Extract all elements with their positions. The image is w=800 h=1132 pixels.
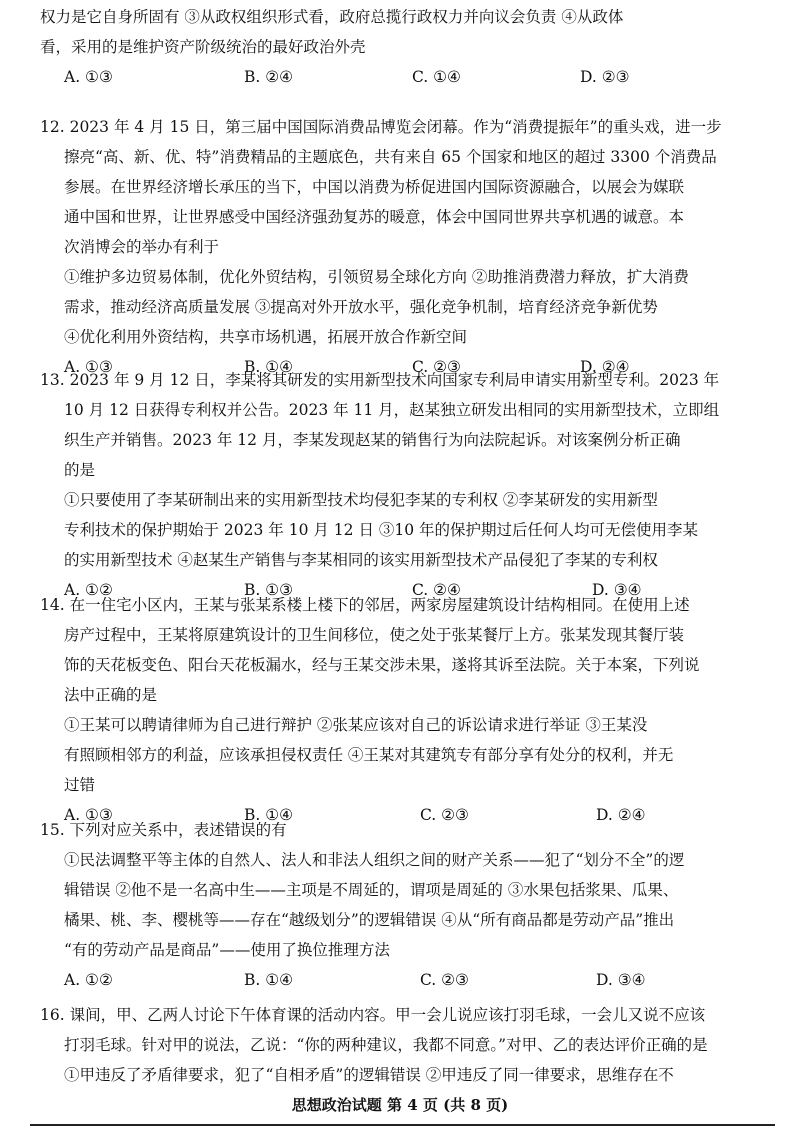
question-13 [40,365,775,605]
question-11 [40,2,775,92]
option-a: A. ①② [64,971,113,989]
page-footer: 思想政治试题 第 4 页 (共 8 页) [291,1096,509,1114]
option-c: C. ①④ [412,68,461,86]
question-stem-line: 14. 在一住宅小区内，王某与张某系楼上楼下的邻居，两家房屋建筑设计结构相同。在使用上述 [40,596,690,614]
option-d: D. ②③ [580,68,630,86]
option-c: C. ②③ [420,971,469,989]
question-stem-line: 参展。在世界经济增长承压的当下，中国以消费为桥促进国内国际资源融合，以展会为媒联 [64,178,685,196]
option-b: B. ①④ [244,358,294,376]
option-b: B. ①④ [244,971,294,989]
statement-line: 有照顾相邻方的利益，应该承担侵权责任 ④王某对其建筑专有部分享有处分的权利，并无 [64,746,674,764]
option-a: A. ①② [64,581,113,599]
option-d: D. ③④ [596,971,646,989]
question-16 [40,1000,775,1090]
statement-line: ①甲违反了矛盾律要求，犯了“自相矛盾”的逻辑错误 ②甲违反了同一律要求，思维存在不 [64,1066,674,1084]
question-12 [40,112,775,382]
statement-line: ①维护多边贸易体制，优化外贸结构，引领贸易全球化方向 ②助推消费潜力释放，扩大消费 [64,268,689,286]
question-stem-line: 打羽毛球。针对甲的说法，乙说：“你的两种建议，我都不同意。”对甲、乙的表达评价正确的是 [64,1036,708,1054]
answer-options [40,965,775,995]
statement-line: 的实用新型技术 ④赵某生产销售与李某相同的该实用新型技术产品侵犯了李某的专利权 [64,551,658,569]
option-c: C. ②③ [420,806,469,824]
question-stem-line: 饰的天花板变色、阳台天花板漏水，经与王某交涉未果，遂将其诉至法院。关于本案，下列说 [64,656,700,674]
question-15 [40,815,775,995]
question-stem-line: 12. 2023 年 4 月 15 日，第三届中国国际消费品博览会闭幕。作为“消费提振年”的重头戏，进一步 [40,118,722,136]
option-a: A. ①③ [64,68,113,86]
question-14 [40,590,775,830]
question-stem-line: 通中国和世界，让世界感受中国经济强劲复苏的暖意，体会中国同世界共享机遇的诚意。本 [64,208,685,226]
statement-line: ①民法调整平等主体的自然人、法人和非法人组织之间的财产关系——犯了“划分不全”的逻 [64,851,685,869]
statement-line: “有的劳动产品是商品”——使用了换位推理方法 [64,941,390,959]
option-c: C. ②③ [412,358,461,376]
question-stem-line: 16. 课间，甲、乙两人讨论下午体育课的活动内容。甲一会儿说应该打羽毛球，一会儿又说不应该 [40,1006,706,1024]
question-stem-line: 10 月 12 日获得专利权并公告。2023 年 11 月，赵某独立研发出相同的实用新型技术，立即组 [64,401,720,419]
question-stem-line: 擦亮“高、新、优、特”消费精品的主题底色，共有来自 65 个国家和地区的超过 3300 个消费品 [64,148,717,166]
option-d: D. ②④ [580,358,630,376]
footer-divider [30,1124,775,1126]
question-line: 权力是它自身所固有 ③从政权组织形式看，政府总揽行政权力并向议会负责 ④从政体 [40,8,624,26]
statement-line: 需求，推动经济高质量发展 ③提高对外开放水平，强化竞争机制，培育经济竞争新优势 [64,298,658,316]
question-stem-line: 13. 2023 年 9 月 12 日，李某将其研发的实用新型技术向国家专利局申请实用新型专利。2023 年 [40,371,720,389]
question-stem-line: 15. 下列对应关系中，表述错误的有 [40,821,287,839]
statement-line: 专利技术的保护期始于 2023 年 10 月 12 日 ③10 年的保护期过后任何人均可无偿使用李某 [64,521,699,539]
statement-line: 橘果、桃、李、樱桃等——存在“越级划分”的逻辑错误 ④从“所有商品都是劳动产品”推出 [64,911,675,929]
question-stem-line: 的是 [64,461,96,479]
question-stem-line: 法中正确的是 [64,686,158,704]
statement-line: ④优化利用外资结构，共享市场机遇，拓展开放合作新空间 [64,328,468,346]
statement-line: 辑错误 ②他不是一名高中生——主项是不周延的，谓项是周延的 ③水果包括浆果、瓜果、 [64,881,679,899]
option-d: D. ②④ [596,806,646,824]
question-stem-line: 织生产并销售。2023 年 12 月，李某发现赵某的销售行为向法院起诉。对该案例分析正确 [64,431,681,449]
statement-line: ①只要使用了李某研制出来的实用新型技术均侵犯李某的专利权 ②李某研发的实用新型 [64,491,658,509]
option-b: B. ②④ [244,68,294,86]
option-a: A. ①③ [64,358,113,376]
option-c: C. ②④ [412,581,461,599]
question-line: 看，采用的是维护资产阶级统治的最好政治外壳 [40,38,366,56]
statement-line: 过错 [64,776,96,794]
option-a: A. ①③ [64,806,113,824]
question-stem-line: 次消博会的举办有利于 [64,238,220,256]
answer-options [40,62,775,92]
option-b: B. ①③ [244,581,294,599]
option-d: D. ③④ [592,581,642,599]
option-b: B. ①④ [244,806,294,824]
statement-line: ①王某可以聘请律师为自己进行辩护 ②张某应该对自己的诉讼请求进行举证 ③王某没 [64,716,648,734]
question-stem-line: 房产过程中，王某将原建筑设计的卫生间移位，使之处于张某餐厅上方。张某发现其餐厅装 [64,626,685,644]
